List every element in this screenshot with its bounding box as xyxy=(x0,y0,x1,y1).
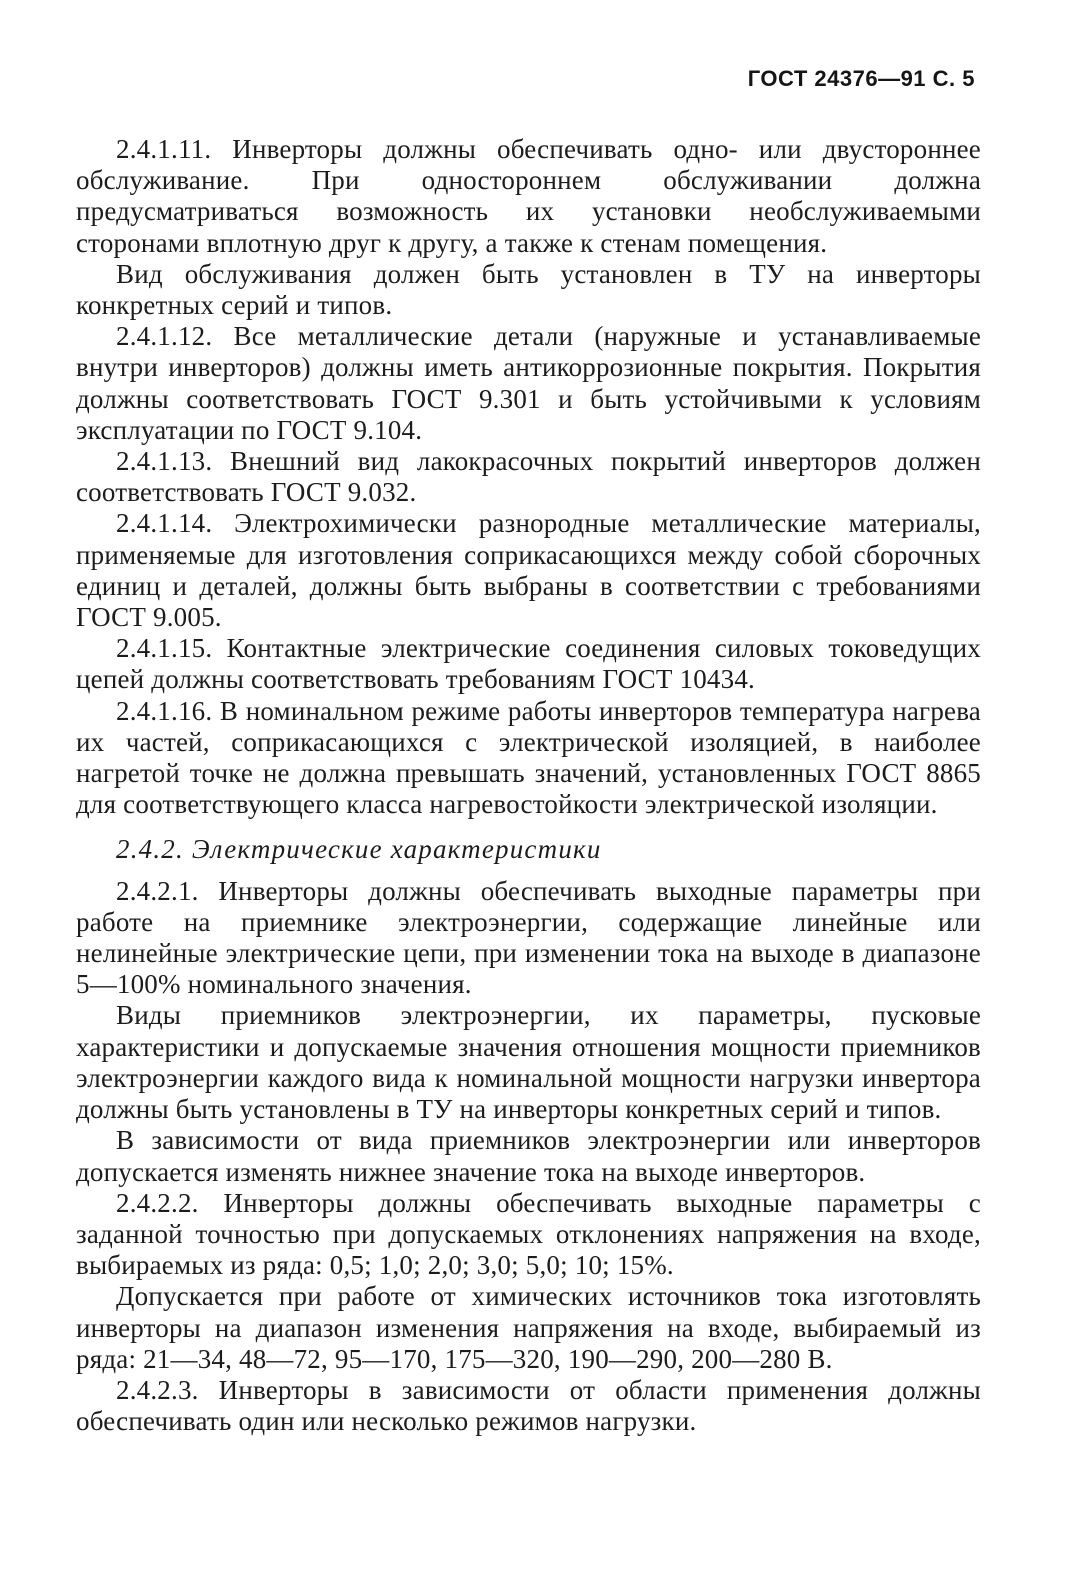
paragraph-2-4-2-1: 2.4.2.1. Инверторы должны обеспечивать выходные параметры при работе на приемнике электроэнергии, содержащие линейные или нелинейные электрические цепи, при изменении тока на выходе в диапазоне 5—100% номинального значения. xyxy=(76,875,981,1000)
paragraph-2-4-1-16: 2.4.1.16. В номинальном режиме работы инверторов температура нагрева их частей, соприкасающихся с электрической изоляцией, в наиболее нагретой точке не должна превышать значений, установленных ГОСТ 8865 для соответствующего класса нагревостойкости электрической изоляции. xyxy=(76,695,981,820)
paragraph-2-4-1-11: 2.4.1.11. Инверторы должны обеспечивать одно- или двустороннее обслуживание. При одностороннем обслуживании должна предусматриваться возможность их установки необслуживаемыми сторонами вплотную друг к другу, а также к стенам помещения. xyxy=(76,134,981,258)
paragraph-2-4-1-14: 2.4.1.14. Электрохимически разнородные металлические материалы, применяемые для изготовления соприкасающихся между собой сборочных единиц и деталей, должны быть выбраны в соответствии с требованиями ГОСТ 9.005. xyxy=(76,508,981,633)
paragraph-service-type: Вид обслуживания должен быть установлен в ТУ на инверторы конкретных серий и типов. xyxy=(76,258,981,321)
paragraph-2-4-1-12: 2.4.1.12. Все металлические детали (наружные и устанавливаемые внутри инверторов) должны иметь антикоррозионные покрытия. Покрытия должны соответствовать ГОСТ 9.301 и быть устойчивыми к условиям эксплуатации по ГОСТ 9.104. xyxy=(76,321,981,445)
paragraph-current-lower-value: В зависимости от вида приемников электроэнергии или инверторов допускается изменять нижнее значение тока на выходе инверторов. xyxy=(76,1125,981,1187)
page-header: ГОСТ 24376—91 С. 5 xyxy=(747,66,975,91)
paragraph-2-4-2-2: 2.4.2.2. Инверторы должны обеспечивать выходные параметры с заданной точностью при допускаемых отклонениях напряжения на входе, выбираемых из ряда: 0,5; 1,0; 2,0; 3,0; 5,0; 10; 15%. xyxy=(76,1187,981,1281)
paragraph-2-4-2-3: 2.4.2.3. Инверторы в зависимости от области применения должны обеспечивать один или несколько режимов нагрузки. xyxy=(76,1374,981,1437)
document-body xyxy=(76,134,981,1437)
paragraph-receiver-types: Виды приемников электроэнергии, их параметры, пусковые характеристики и допускаемые значения отношения мощности приемников электроэнергии каждого вида к номинальной мощности нагрузки инвертора должны быть установлены в ТУ на инверторы конкретных серий и типов. xyxy=(76,1000,981,1125)
paragraph-chemical-sources: Допускается при работе от химических источников тока изготовлять инверторы на диапазон изменения напряжения на входе, выбираемый из ряда: 21—34, 48—72, 95—170, 175—320, 190—290, 200—280 В. xyxy=(76,1281,981,1374)
paragraph-2-4-1-13: 2.4.1.13. Внешний вид лакокрасочных покрытий инверторов должен соответствовать ГОСТ 9.032. xyxy=(76,446,981,508)
section-heading-electrical: 2.4.2. Электрические характеристики xyxy=(116,834,602,865)
paragraph-2-4-1-15: 2.4.1.15. Контактные электрические соединения силовых токоведущих цепей должны соответствовать требованиям ГОСТ 10434. xyxy=(76,633,981,695)
